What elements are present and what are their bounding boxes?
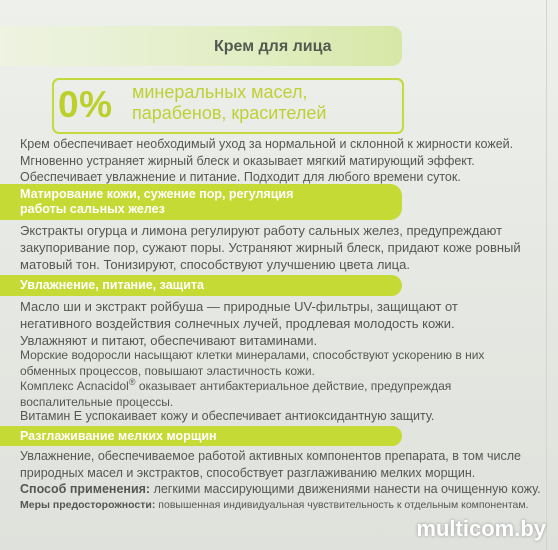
acnacidol-line xyxy=(20,379,542,395)
body-line: Морские водоросли насыщают клетки минералами, способствуют ускорению в них xyxy=(20,348,485,362)
body-line: Масло ши и экстракт ройбуша — природные UV-фильтры, защищают от xyxy=(20,299,458,314)
zero-badge-line-2: парабенов, красителей xyxy=(132,103,327,123)
zero-percent: 0% xyxy=(58,84,113,125)
acnacidol-lead: Комплекс Acnacidol xyxy=(20,379,129,393)
registered-mark: ® xyxy=(128,377,136,387)
body-line: обменных процессов, повышают эластичность кожи. xyxy=(20,363,315,378)
section-heading-wrinkles xyxy=(0,426,402,446)
precautions-label: Меры предосторожности: xyxy=(20,499,156,511)
body-line: природных масел и экстрактов, способствует разглаживанию мелких морщин. xyxy=(20,465,476,480)
heading-line: Матирование кожи, сужение пор, регуляция xyxy=(20,187,294,201)
body-line: Экстракты огурца и лимона регулируют работу сальных желез, предупреждают xyxy=(20,223,503,238)
section-heading-mattifying xyxy=(0,184,402,220)
heading-line: Разглаживание мелких морщин xyxy=(20,429,217,443)
seaweed-paragraph xyxy=(20,348,542,410)
zero-badge-text xyxy=(132,82,402,124)
edge-divider xyxy=(546,0,547,550)
body-line: Витамин Е успокаивает кожу и обеспечивает антиоксидантную защиту. xyxy=(20,409,435,423)
body-line: закупоривание пор, сужают поры. Устраняют жирный блеск, придают коже ровный xyxy=(20,240,521,255)
intro-line: Крем обеспечивает необходимый уход за нормальной и склонной к жирности кожей. xyxy=(20,137,514,151)
intro-paragraph xyxy=(20,136,542,186)
vitamin-paragraph xyxy=(20,408,542,425)
acnacidol-rest: оказывает антибактериальное действие, предупреждая xyxy=(135,379,452,393)
usage-paragraph xyxy=(20,481,542,498)
precautions-text: повышенная индивидуальная чувствительность к отдельным компонентам. xyxy=(155,499,529,511)
title-bar xyxy=(0,26,402,66)
watermark: multicom.by xyxy=(416,516,546,541)
section-body-mattifying xyxy=(20,222,542,273)
section-body-moisturizing xyxy=(20,298,542,349)
zero-badge-line-1: минеральных масел, xyxy=(132,82,308,102)
heading-line: Увлажнение, питание, защита xyxy=(20,278,204,292)
page-title: Крем для лица xyxy=(214,38,332,55)
body-line: негативного воздействия солнечных лучей, продлевая молодость кожи. xyxy=(20,316,455,331)
heading-line: работы сальных желез xyxy=(20,202,165,216)
usage-label: Способ применения: xyxy=(20,482,151,496)
precautions-paragraph xyxy=(20,499,529,511)
usage-text: легкими массирующими движениями нанести на очищенную кожу. xyxy=(150,482,541,496)
intro-line: Мгновенно устраняет жирный блеск и оказывает мягкий матирующий эффект. xyxy=(20,153,475,168)
section-heading-moisturizing xyxy=(0,275,402,296)
usage-line xyxy=(20,481,542,498)
section-body-wrinkles xyxy=(20,448,542,481)
body-line: матовый тон. Тонизируют, способствуют улучшению цвета лица. xyxy=(20,257,410,272)
body-line: Увлажнение, обеспечиваемое работой активных компонентов препарата, в том числе xyxy=(20,449,521,463)
body-line: Увлажняют и питают, обеспечивают витаминами. xyxy=(20,333,318,348)
body-line: воспалительные процессы. xyxy=(20,394,174,409)
intro-line: Обеспечивает увлажнение и питание. Подходит для любого времени суток. xyxy=(20,170,461,184)
